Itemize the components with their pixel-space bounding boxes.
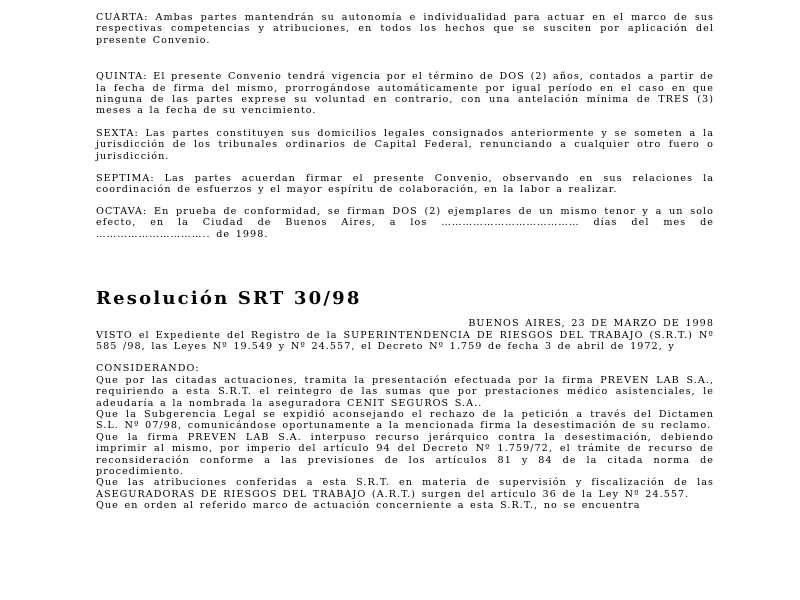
considerando-paragraph: Que la Subgerencia Legal se expidió aconsejando el rechazo de la petición a través del Dictamen S.L. Nº 07/98, comunicándose oportunamente a la mencionada firma la desestimación de su reclamo. — [96, 408, 714, 432]
resolution-visto: VISTO el Expediente del Registro de la SUPERINTENDENCIA DE RIESGOS DEL TRABAJO (S.R.T.) Nº 585 /98, las Leyes Nº 19.549 y Nº 24.557, el Decreto Nº 1.759 de fecha 3 de abril de 1972, y — [96, 329, 714, 352]
clause-cuarta: CUARTA: Ambas partes mantendrán su autonomía e individualidad para actuar en el marco de sus respectivas competencias y atribuciones, en todos los hechos que se susciten por aplicación del presente Convenio. — [96, 12, 714, 46]
resolution-title: Resolución SRT 30/98 — [96, 288, 362, 310]
resolution-place-date: BUENOS AIRES, 23 DE MARZO DE 1998 — [468, 318, 714, 330]
considerando-heading: CONSIDERANDO: — [96, 363, 200, 375]
considerando-paragraph: Que en orden al referido marco de actuación concerniente a esta S.R.T., no se encuentra — [96, 500, 641, 512]
considerando-paragraph: Que las atribuciones conferidas a esta S.R.T. en materia de supervisión y fiscalización de las ASEGURADORAS DE RIESGOS DEL TRABAJO (A.R.T.) surgen del artículo 36 de la Ley Nº 24.557. — [96, 477, 714, 500]
considerando-paragraph: Que por las citadas actuaciones, tramita la presentación efectuada por la firma PREVEN LAB S.A., requiriendo a esta S.R.T. el reintegro de las sumas que por prestaciones médico asistenciales, le adeudaría a la nombrada la aseguradora CENIT SEGUROS S.A.. — [96, 374, 714, 409]
document-body — [96, 12, 714, 512]
clause-sexta: SEXTA: Las partes constituyen sus domicilios legales consignados anteriormente y se someten a la jurisdicción de los tribunales ordinarios de Capital Federal, renunciando a cualquier otro fuero o jurisdicción. — [96, 127, 714, 162]
clause-octava: OCTAVA: En prueba de conformidad, se firman DOS (2) ejemplares de un mismo tenor y a un solo efecto, en la Ciudad de Buenos Aires, a los ………………………………… días del mes de ………………………….. de 1998. — [96, 205, 714, 240]
clause-quinta: QUINTA: El presente Convenio tendrá vigencia por el término de DOS (2) años, contados a partir de la fecha de firma del mismo, prorrogándose automáticamente por igual período en el caso en que ninguna de las partes exprese su voluntad en contrario, con una antelación mínima de TRES (3) meses a la fecha de su vencimiento. — [96, 71, 714, 117]
considerando-paragraph: Que la firma PREVEN LAB S.A. interpuso recurso jerárquico contra la desestimación, debiendo imprimir al mismo, por imperio del artículo 94 del Decreto Nº 1.759/72, el trámite de recurso de reconsideración conforme a las previsiones de los artículos 81 y 84 de la citada norma de procedimiento. — [96, 431, 714, 477]
clause-septima: SEPTIMA: Las partes acuerdan firmar el presente Convenio, observando en sus relaciones la coordinación de esfuerzos y el mayor espíritu de colaboración, en la labor a realizar. — [96, 173, 714, 196]
